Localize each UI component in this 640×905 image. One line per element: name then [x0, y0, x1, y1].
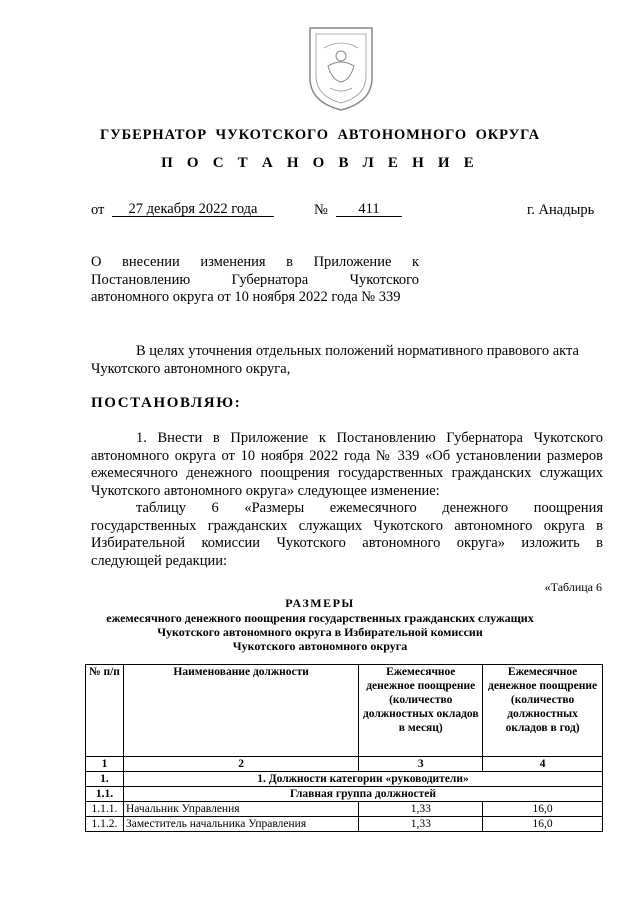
preamble	[91, 343, 603, 378]
row-monthly: 1,33	[359, 802, 483, 817]
header-number: № п/п	[86, 665, 124, 757]
place: г. Анадырь	[527, 202, 595, 218]
item-line: следующей редакции:	[91, 552, 228, 569]
header-yearly: Ежемесячное денежное поощрение (количество должностных окладов в год)	[483, 665, 603, 757]
table-title: РАЗМЕРЫ	[285, 596, 355, 610]
org-title: ГУБЕРНАТОР ЧУКОТСКОГО АВТОНОМНОГО ОКРУГА	[99, 127, 541, 143]
group-number: 1.1.	[86, 787, 124, 802]
item-line: таблицу 6 «Размеры ежемесячного денежного поощрения	[136, 500, 603, 516]
preamble-line: В целях уточнения отдельных положений нормативного правового акта	[136, 343, 579, 359]
section-title: 1. Должности категории «руководители»	[123, 772, 602, 787]
item-line: государственных гражданских служащих Чукотского автономного округа в	[91, 517, 603, 534]
row-position: Заместитель начальника Управления	[123, 817, 358, 832]
column-number: 4	[483, 757, 603, 772]
header-monthly: Ежемесячное денежное поощрение (количество должностных окладов в месяц)	[359, 665, 483, 757]
document-subject	[91, 254, 419, 307]
coat-of-arms-emblem	[306, 20, 376, 112]
row-yearly: 16,0	[483, 817, 603, 832]
row-number: 1.1.1.	[86, 802, 124, 817]
from-label: от	[91, 202, 105, 218]
item-line: Избирательной комиссии Чукотского автономного округа» изложить в	[91, 535, 603, 551]
document-date: 27 декабря 2022 года	[112, 202, 274, 217]
group-title: Главная группа должностей	[123, 787, 602, 802]
section-number: 1.	[86, 772, 124, 787]
resolve-heading: ПОСТАНОВЛЯЮ:	[91, 395, 242, 411]
table-subtitle-line: Чукотского автономного округа в Избирательной комиссии	[157, 625, 483, 639]
row-number: 1.1.2.	[86, 817, 124, 832]
item-1-text	[91, 430, 603, 570]
bonus-table	[85, 664, 603, 832]
column-number-row	[86, 757, 603, 772]
row-position: Начальник Управления	[123, 802, 358, 817]
column-number: 2	[123, 757, 358, 772]
document-type: П О С Т А Н О В Л Е Н И Е	[161, 155, 479, 171]
row-monthly: 1,33	[359, 817, 483, 832]
table-subtitle-line: Чукотского автономного округа	[232, 639, 408, 653]
subject-line: автономного округа от 10 ноября 2022 года № 339	[91, 289, 401, 305]
table-subtitle-line: ежемесячного денежного поощрения государственных гражданских служащих	[106, 611, 534, 625]
document-number: 411	[336, 202, 402, 217]
item-line: Чукотского автономного округа» следующее изменение:	[91, 482, 440, 499]
table-row	[86, 817, 603, 832]
table-label: «Таблица 6	[544, 580, 602, 594]
item-line: автономного округа от 10 ноября 2022 года № 339 «Об установлении размеров	[91, 447, 603, 464]
table-header-row	[86, 665, 603, 757]
column-number: 1	[86, 757, 124, 772]
column-number: 3	[359, 757, 483, 772]
row-yearly: 16,0	[483, 802, 603, 817]
subject-line: О внесении изменения в Приложение к	[91, 254, 419, 270]
item-line: 1. Внести в Приложение к Постановлению Губернатора Чукотского	[136, 430, 603, 446]
item-line: ежемесячного денежного поощрения государственных гражданских служащих	[91, 465, 603, 481]
group-row	[86, 787, 603, 802]
number-label: №	[314, 202, 328, 218]
preamble-line: Чукотского автономного округа,	[91, 360, 291, 377]
header-position: Наименование должности	[123, 665, 358, 757]
section-row	[86, 772, 603, 787]
subject-line: Постановлению Губернатора Чукотского	[91, 271, 419, 288]
table-row	[86, 802, 603, 817]
